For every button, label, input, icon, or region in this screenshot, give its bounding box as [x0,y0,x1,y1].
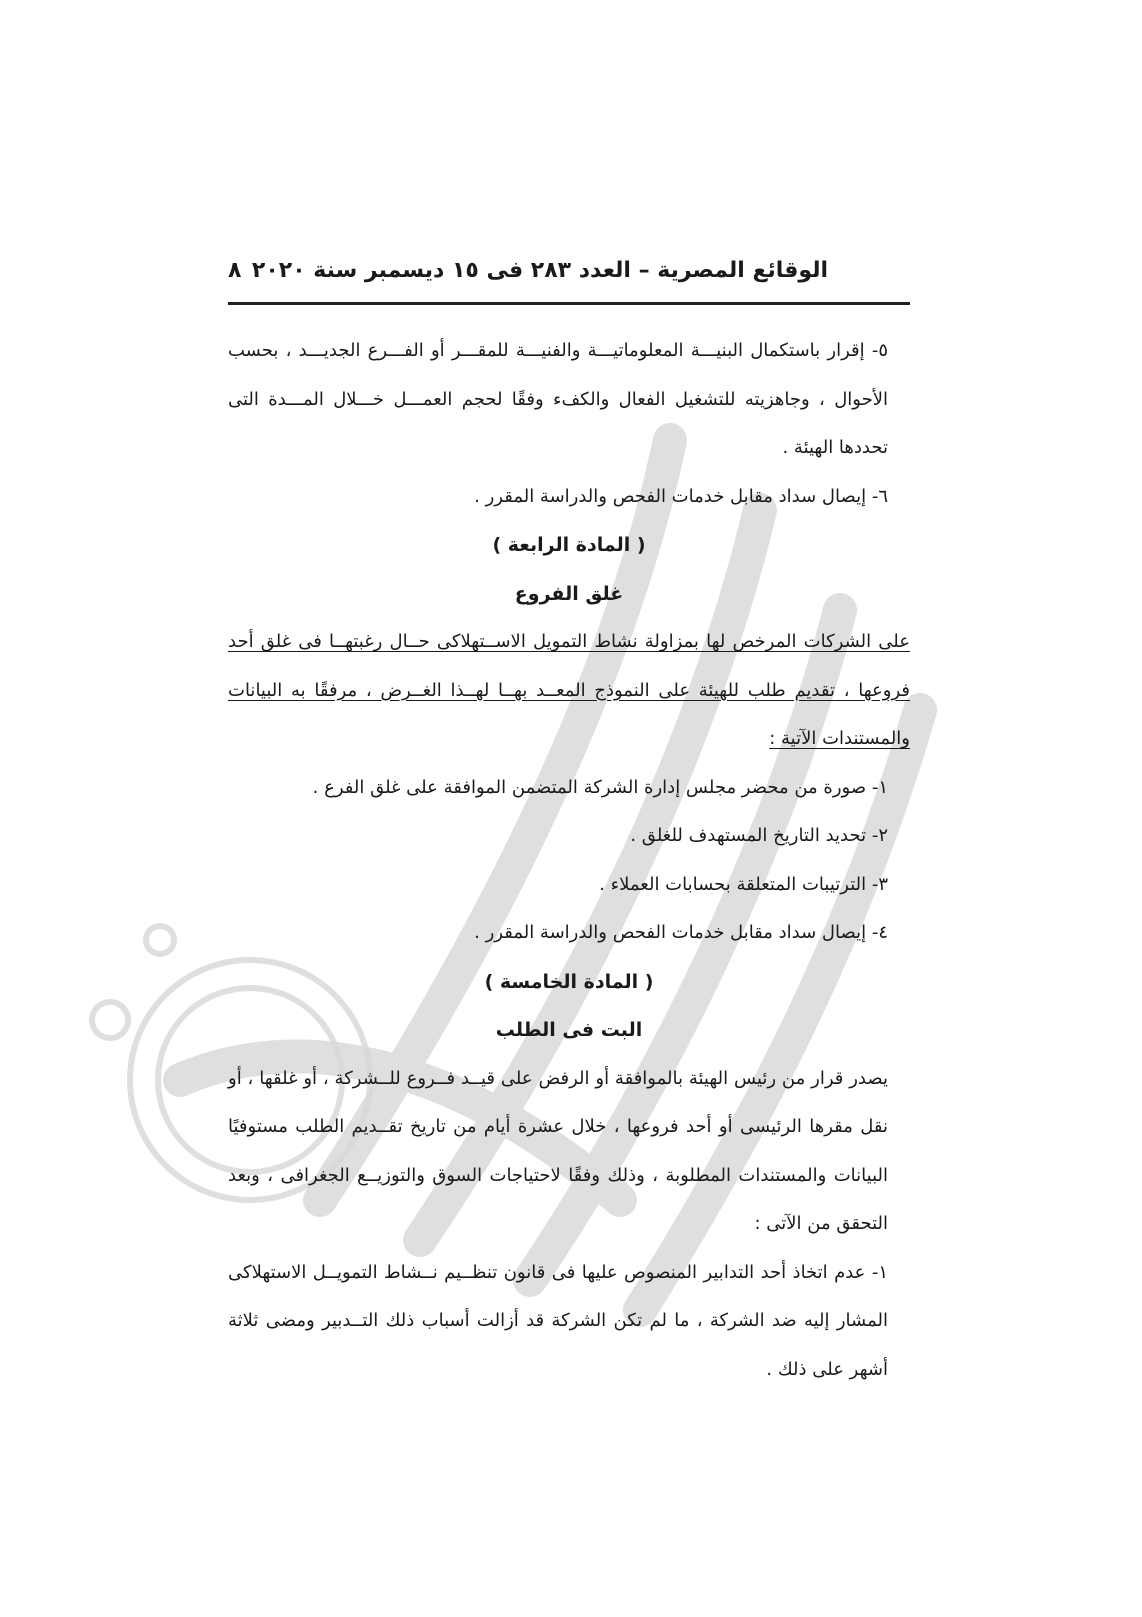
article-4-heading: ( المادة الرابعة ) [492,534,646,556]
article-4-item-2: ٢- تحديد التاريخ المستهدف للغلق . [630,825,888,846]
document-page [228,258,910,1394]
document-body [228,327,910,1394]
article-4-item-4: ٤- إيصال سداد مقابل خدمات الفحص والدراسة المقرر . [474,922,888,943]
article-5-item-1: ١- عدم اتخاذ أحد التدابير المنصوص عليها فى قانون تنظــيم نــشاط التمويــل الاستهلاكى المشار إليه ضد الشركة ، ما لم تكن الشركة قد أزالت أسباب ذلك التــدبير ومضى ثلاثة أشهر على ذلك . [228,1261,888,1380]
article-4-item-1: ١- صورة من محضر مجلس إدارة الشركة المتضمن الموافقة على غلق الفرع . [312,776,888,798]
header-rule [228,302,910,305]
gazette-title: الوقائع المصرية – العدد ٢٨٣ فى ١٥ ديسمبر سنة ٢٠٢٠ [251,258,828,283]
item-6-paragraph: ٦- إيصال سداد مقابل خدمات الفحص والدراسة المقرر . [474,485,888,507]
article-4-item-3: ٣- الترتيبات المتعلقة بحسابات العملاء . [599,873,888,895]
article-5-subheading: البت فى الطلب [495,1019,643,1041]
page-number: ٨ [228,258,242,283]
page-header [228,258,910,294]
article-5-intro: يصدر قرار من رئيس الهيئة بالموافقة أو الرفض على قيــد فــروع للــشركة ، أو غلقها ، أو نقل مقرها الرئيسى أو أحد فروعها ، خلال عشرة أيام من تاريخ تقــديم الطلب مستوفيًا البيانات والمستندات المطلوبة ، وذلك وفقًا لاحتياجات السوق والتوزيــع الجغرافى ، وبعد التحقق من الآتى : [228,1067,888,1234]
article-5-heading: ( المادة الخامسة ) [484,970,654,993]
article-4-subheading: غلق الفروع [514,582,624,605]
article-4-intro: على الشركات المرخص لها بمزاولة نشاط التمويل الاســتهلاكى حــال رغبتهــا فى غلق أحد فروعها ، تقديم طلب للهيئة على النموذج المعــد بهــا لهــذا الغــرض ، مرفقًا به البيانات والمستندات الآتية : [228,631,910,749]
item-5-paragraph: ٥- إقرار باستكمال البنيـــة المعلوماتيـــة والفنيـــة للمقـــر أو الفـــرع الجديـــد ، بحسب الأحوال ، وجاهزيته للتشغيل الفعال والكفء وفقًا لحجم العمـــل خـــلال المـــدة التى تحددها الهيئة . [228,340,888,458]
